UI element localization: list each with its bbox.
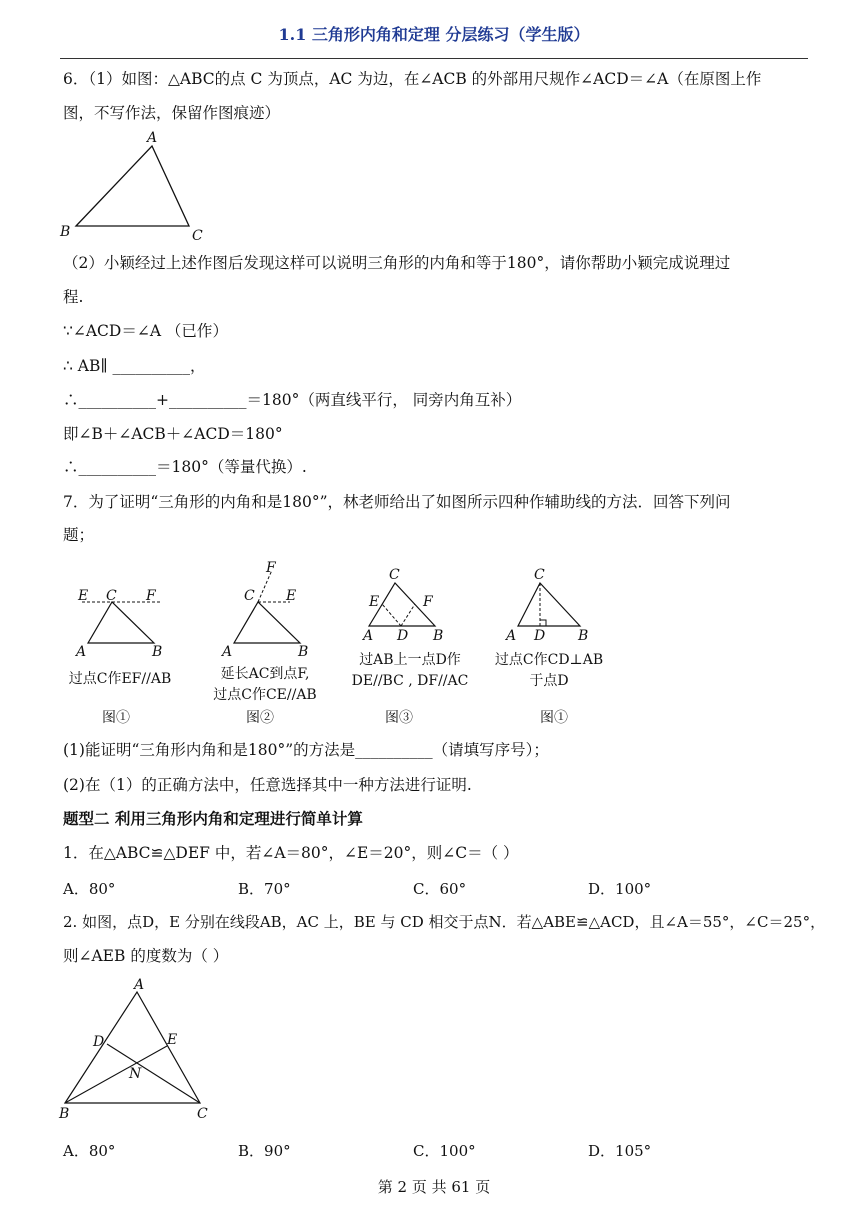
triangle [518, 583, 580, 626]
label-c: C [197, 1106, 208, 1122]
q7-line2: 题； [63, 526, 95, 544]
label-e: E [286, 588, 297, 604]
label-e: E [167, 1032, 178, 1048]
q6-step2: ∴ AB∥ __________， [63, 357, 206, 375]
q6-step5: ∴__________＝180°（等量代换）. [63, 458, 307, 476]
triangle-abc [65, 992, 200, 1103]
label-a: A [134, 977, 145, 993]
q2-option-b: B．90° [238, 1142, 291, 1160]
label-b: B [59, 1106, 70, 1122]
q7-figure-1 [68, 580, 188, 660]
q6-line1: 6．（1）如图：△ABC的点 C 为顶点，AC 为边，在∠ACB 的外部用尺规作∠ACD＝∠A（在原图上作 [63, 70, 762, 88]
label-a: A [363, 628, 374, 644]
label-d: D [93, 1034, 105, 1050]
q1-option-a: A．80° [63, 880, 116, 898]
label-c: C [534, 567, 545, 583]
page-header-title: 1.1 三角形内角和定理 分层练习（学生版） [278, 25, 590, 44]
q7-fig2-caption2: 过点C作CE//AB [213, 687, 317, 703]
triangle-abc [76, 146, 189, 226]
q1-text: 1．在△ABC≌△DEF 中，若∠A＝80°，∠E＝20°，则∠C＝（ ） [63, 844, 519, 862]
q6-part2-line2: 程. [63, 288, 84, 306]
q1-option-c: C．60° [413, 880, 467, 898]
q6-triangle-figure [55, 128, 225, 248]
label-d: D [397, 628, 409, 644]
label-e: E [78, 588, 89, 604]
label-f: F [423, 594, 433, 610]
label-b: B [298, 644, 309, 660]
q7-sub2: (2)在（1）的正确方法中，任意选择其中一种方法进行证明. [63, 776, 472, 794]
q6-step3: ∴__________+__________＝180°（两直线平行， 同旁内角互补） [63, 391, 522, 409]
aux-line-df [401, 604, 415, 626]
label-c: C [389, 567, 400, 583]
label-c: C [244, 588, 255, 604]
label-b: B [433, 628, 444, 644]
q7-fig4-label: 图① [540, 710, 568, 726]
q2-triangle-figure [55, 976, 225, 1126]
q2-option-c: C．100° [413, 1142, 476, 1160]
q2-option-d: D．105° [588, 1142, 652, 1160]
segment-be [65, 1046, 167, 1103]
q6-part2-line1: （2）小颖经过上述作图后发现这样可以说明三角形的内角和等于180°，请你帮助小颖完成说理过 [63, 254, 731, 272]
section2-title: 题型二 利用三角形内角和定理进行简单计算 [63, 809, 363, 828]
label-b: B [152, 644, 163, 660]
q2-line1: 2. 如图，点D，E 分别在线段AB，AC 上，BE 与 CD 相交于点N．若△ABE≌△ACD，且∠A＝55°，∠C＝25°， [63, 913, 826, 931]
q7-fig1-caption: 过点C作EF//AB [68, 671, 172, 687]
label-a: A [506, 628, 517, 644]
triangle [88, 602, 154, 643]
q6-step4: 即∠B＋∠ACB＋∠ACD＝180° [63, 425, 283, 443]
triangle [234, 602, 300, 643]
q2-line2: 则∠AEB 的度数为（ ） [63, 947, 229, 965]
label-d: D [534, 628, 546, 644]
label-a: A [76, 644, 87, 660]
vertex-label-b: B [60, 224, 71, 240]
vertex-label-c: C [192, 228, 203, 244]
q7-fig3-caption1: 过AB上一点D作 [359, 652, 461, 668]
aux-line-de [382, 604, 401, 626]
vertex-label-a: A [147, 130, 158, 146]
q7-line1: 7．为了证明“三角形的内角和是180°”，林老师给出了如图所示四种作辅助线的方法．回答下列问 [63, 493, 731, 511]
q6-step1: ∵∠ACD＝∠A （已作） [63, 322, 228, 340]
q7-fig3-label: 图③ [385, 710, 413, 726]
q7-figure-3 [355, 562, 465, 648]
q1-option-b: B．70° [238, 880, 291, 898]
q2-option-a: A．80° [63, 1142, 116, 1160]
q7-fig4-caption1: 过点C作CD⊥AB [494, 652, 604, 668]
header-divider [60, 58, 808, 59]
label-f: F [266, 560, 276, 576]
segment-cd [107, 1044, 200, 1103]
right-angle-mark [540, 620, 546, 626]
label-e: E [369, 594, 380, 610]
q7-figure-4 [500, 562, 610, 648]
q6-line2: 图，不写作法，保留作图痕迹） [63, 104, 281, 122]
q7-sub1: (1)能证明“三角形内角和是180°”的方法是__________（请填写序号）； [63, 741, 549, 759]
page-footer: 第 2 页 共 61 页 [377, 1178, 491, 1196]
q7-fig4-caption2: 于点D [529, 673, 569, 689]
q7-figure-2 [212, 558, 332, 662]
label-a: A [222, 644, 233, 660]
q7-fig2-label: 图② [246, 710, 274, 726]
label-c: C [106, 588, 117, 604]
q7-fig3-caption2: DE//BC , DF//AC [351, 673, 469, 689]
q1-option-d: D．100° [588, 880, 652, 898]
label-n: N [129, 1066, 142, 1082]
label-b: B [578, 628, 589, 644]
q7-fig2-caption1: 延长AC到点F, [220, 666, 310, 682]
label-f: F [146, 588, 156, 604]
q7-fig1-label: 图① [102, 710, 130, 726]
